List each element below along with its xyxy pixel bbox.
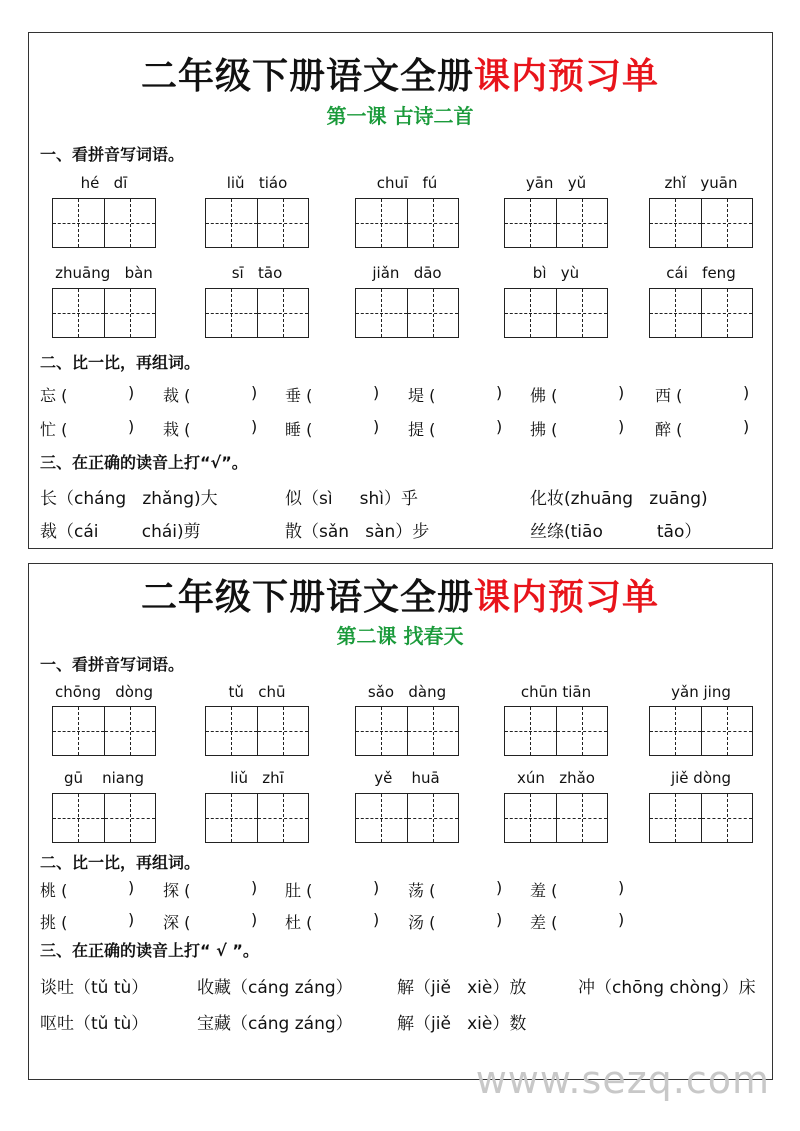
reading-choice[interactable]: 长（cháng zhǎng)大 [40,489,218,509]
compare-item: 佛 ( ) [530,383,625,405]
compare-item: 差 ( ) [530,910,625,932]
pinyin-label: cái feng [666,264,736,282]
grid-cell[interactable] [258,707,309,755]
grid-cell[interactable] [505,707,557,755]
writing-grid[interactable] [355,198,459,248]
writing-grid[interactable] [355,706,459,756]
section-2-heading: 二、比一比，再组词。 [40,853,201,872]
close-paren: ) [373,383,380,402]
grid-cell[interactable] [702,199,753,247]
grid-cell[interactable] [408,199,459,247]
grid-cell[interactable] [557,289,608,337]
grid-cell[interactable] [356,199,408,247]
reading-choice[interactable]: 丝绦(tiāo tāo） [530,522,702,542]
pinyin-label: yǎn jing [671,683,731,701]
section-3-heading: 三、在正确的读音上打“√”。 [40,453,248,472]
close-paren: ) [496,910,503,929]
reading-choice[interactable]: 收藏（cáng záng） [197,978,353,998]
grid-cell[interactable] [206,794,258,842]
compare-item: 羞 ( ) [530,878,625,900]
grid-cell[interactable] [650,794,702,842]
compare-item: 醉 ( ) [655,417,750,439]
close-paren: ) [618,910,625,929]
reading-choice[interactable]: 解（jiě xiè）放 [397,978,527,998]
grid-cell[interactable] [650,707,702,755]
compare-item: 荡 ( ) [408,878,503,900]
close-paren: ) [743,417,750,436]
writing-grid[interactable] [52,706,156,756]
pinyin-label: chūn tiān [520,683,592,701]
compare-item: 垂 ( ) [285,383,380,405]
close-paren: ) [373,417,380,436]
close-paren: ) [128,910,135,929]
pinyin-label: liǔ zhī [230,769,284,787]
compare-item: 桃 ( ) [40,878,135,900]
close-paren: ) [743,383,750,402]
grid-cell[interactable] [105,794,156,842]
grid-cell[interactable] [557,707,608,755]
grid-cell[interactable] [53,289,105,337]
writing-grid[interactable] [52,288,156,338]
writing-grid[interactable] [205,793,309,843]
pinyin-label: sī tāo [231,264,283,282]
close-paren: ) [128,878,135,897]
title-highlight: 课内预习单 [474,56,660,97]
grid-cell[interactable] [505,289,557,337]
writing-grid[interactable] [355,793,459,843]
reading-choice[interactable]: 谈吐（tǔ tù） [40,978,149,998]
section-2-heading: 二、比一比，再组词。 [40,353,201,372]
pinyin-label: chōng dòng [55,683,153,701]
reading-choice[interactable]: 散（sǎn sàn）步 [285,522,430,542]
grid-cell[interactable] [206,199,258,247]
reading-choice[interactable]: 化妆(zhuāng zuāng) [530,489,708,509]
pinyin-label: zhǐ yuān [664,174,738,192]
section-1-heading: 一、看拼音写词语。 [40,655,185,674]
close-paren: ) [373,878,380,897]
section-3-heading: 三、在正确的读音上打“ √ ”。 [40,941,259,960]
compare-item: 栽 ( ) [163,417,258,439]
compare-item: 忙 ( ) [40,417,135,439]
grid-cell[interactable] [206,289,258,337]
writing-grid[interactable] [649,706,753,756]
close-paren: ) [496,878,503,897]
grid-cell[interactable] [258,289,309,337]
writing-grid[interactable] [649,198,753,248]
pinyin-label: chuī fú [376,174,438,192]
close-paren: ) [251,417,258,436]
compare-item: 深 ( ) [163,910,258,932]
grid-cell[interactable] [702,289,753,337]
grid-cell[interactable] [557,199,608,247]
grid-cell[interactable] [53,794,105,842]
compare-item: 肚 ( ) [285,878,380,900]
grid-cell[interactable] [105,199,156,247]
reading-choice[interactable]: 裁（cái chái)剪 [40,522,201,542]
writing-grid[interactable] [649,793,753,843]
close-paren: ) [251,910,258,929]
title-highlight: 课内预习单 [474,577,660,618]
pinyin-label: sǎo dàng [367,683,447,701]
writing-grid[interactable] [649,288,753,338]
grid-cell[interactable] [505,199,557,247]
grid-cell[interactable] [505,794,557,842]
close-paren: ) [496,383,503,402]
close-paren: ) [251,878,258,897]
reading-choice[interactable]: 冲（chōng chòng）床 [578,978,756,998]
grid-cell[interactable] [53,199,105,247]
compare-item: 堤 ( ) [408,383,503,405]
worksheet-title [0,569,800,620]
grid-cell[interactable] [702,794,753,842]
compare-item: 睡 ( ) [285,417,380,439]
compare-item: 挑 ( ) [40,910,135,932]
grid-cell[interactable] [356,794,408,842]
grid-cell[interactable] [408,794,459,842]
pinyin-label: yě huā [374,769,440,787]
pinyin-label: bì yù [532,264,580,282]
grid-cell[interactable] [206,707,258,755]
writing-grid[interactable] [52,793,156,843]
pinyin-label: tǔ chū [228,683,286,701]
grid-cell[interactable] [105,707,156,755]
lesson-subtitle: 第一课 古诗二首 [326,104,474,128]
reading-choice[interactable]: 似（sì shì）乎 [285,489,418,509]
close-paren: ) [618,417,625,436]
writing-grid[interactable] [504,706,608,756]
writing-grid[interactable] [355,288,459,338]
grid-cell[interactable] [356,289,408,337]
writing-grid[interactable] [205,198,309,248]
grid-cell[interactable] [53,707,105,755]
pinyin-label: yān yǔ [525,174,587,192]
close-paren: ) [618,383,625,402]
pinyin-label: zhuāng bàn [55,264,153,282]
section-1-heading: 一、看拼音写词语。 [40,145,185,164]
grid-cell[interactable] [650,289,702,337]
compare-item: 探 ( ) [163,878,258,900]
writing-grid[interactable] [504,198,608,248]
compare-item: 拂 ( ) [530,417,625,439]
close-paren: ) [251,383,258,402]
compare-item: 杜 ( ) [285,910,380,932]
close-paren: ) [128,417,135,436]
compare-item: 提 ( ) [408,417,503,439]
pinyin-label: jiǎn dāo [372,264,442,282]
writing-grid[interactable] [205,288,309,338]
compare-item: 忘 ( ) [40,383,135,405]
grid-cell[interactable] [408,289,459,337]
title-main: 二年级下册语文全册 [140,56,474,97]
pinyin-label: xún zhǎo [517,769,595,787]
grid-cell[interactable] [650,199,702,247]
close-paren: ) [496,417,503,436]
grid-cell[interactable] [105,289,156,337]
grid-cell[interactable] [408,707,459,755]
worksheet-title [0,48,800,99]
writing-grid[interactable] [52,198,156,248]
writing-grid[interactable] [504,288,608,338]
grid-cell[interactable] [356,707,408,755]
close-paren: ) [128,383,135,402]
writing-grid[interactable] [504,793,608,843]
grid-cell[interactable] [258,794,309,842]
grid-cell[interactable] [258,199,309,247]
writing-grid[interactable] [205,706,309,756]
reading-choice[interactable]: 解（jiě xiè）数 [397,1014,527,1034]
compare-item: 汤 ( ) [408,910,503,932]
pinyin-label: jiě dòng [670,769,732,787]
close-paren: ) [373,910,380,929]
compare-item: 西 ( ) [655,383,750,405]
grid-cell[interactable] [702,707,753,755]
reading-choice[interactable]: 宝藏（cáng záng） [197,1014,353,1034]
pinyin-label: gū niang [64,769,144,787]
pinyin-label: liǔ tiáo [226,174,288,192]
title-main: 二年级下册语文全册 [140,577,474,618]
pinyin-label: hé dī [80,174,128,192]
compare-item: 裁 ( ) [163,383,258,405]
close-paren: ) [618,878,625,897]
grid-cell[interactable] [557,794,608,842]
lesson-subtitle: 第二课 找春天 [336,624,464,648]
reading-choice[interactable]: 呕吐（tǔ tù） [40,1014,149,1034]
watermark: www.sezq.com [475,1058,770,1102]
